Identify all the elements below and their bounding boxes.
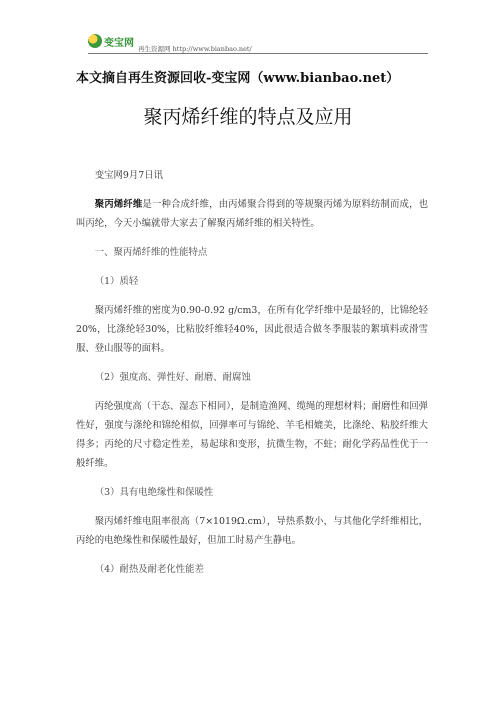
intro-bold-term: 聚丙烯纤维 [94,199,143,210]
subheading-3: （3）具有电绝缘性和保暖性 [94,487,214,498]
logo-text: 变宝网 [104,37,134,49]
site-info: 再生资源网 http://www.bianbao.net/ [138,45,252,53]
paragraph-1: 聚丙烯纤维的密度为0.90-0.92 g/cm3，在所有化学纤维中是最轻的，比锦纶轻20%，比涤纶轻30%，比粘胶纤维轻40%，因此很适合做冬季服装的絮填料或滑雪服、登山服等的面料。 [76,305,428,354]
subheading-2: （2）强度高、弹性好、耐磨、耐腐蚀 [94,372,251,383]
date-line: 变宝网9月7日讯 [94,170,163,181]
subheading-1: （1）质轻 [94,276,139,287]
subheading-4: （4）耐热及耐老化性能差 [94,564,204,575]
site-logo [88,33,136,49]
section-heading-1: 一、聚丙烯纤维的性能特点 [94,247,208,258]
article-body [76,166,428,589]
source-line: 本文摘自再生资源回收-变宝网（www.bianbao.net） [76,71,400,86]
header-divider [88,53,428,54]
page-title: 聚丙烯纤维的特点及应用 [143,106,353,128]
paragraph-3: 聚丙烯纤维电阻率很高（7×1019Ω.cm），导热系数小，与其他化学纤维相比，丙纶的电绝缘性和保暖性最好，但加工时易产生静电。 [76,516,428,546]
paragraph-2: 丙纶强度高（干态、湿态下相同），是制造渔网、缆绳的理想材料；耐磨性和回弹性好，强度与涤纶和锦纶相似，回弹率可与锦纶、羊毛相媲美，比涤纶、粘胶纤维大得多；丙纶的尺寸稳定性差，易起球和变形，抗微生物，不蛀；耐化学药品性优于一般纤维。 [76,401,428,469]
page-header [0,0,496,60]
intro-paragraph [76,195,428,233]
logo-icon [88,34,102,48]
intro-text: 是一种合成纤维，由丙烯聚合得到的等规聚丙烯为原料纺制而成，也叫丙纶，今天小编就带大家去了解聚丙烯纤维的相关特性。 [76,199,428,229]
